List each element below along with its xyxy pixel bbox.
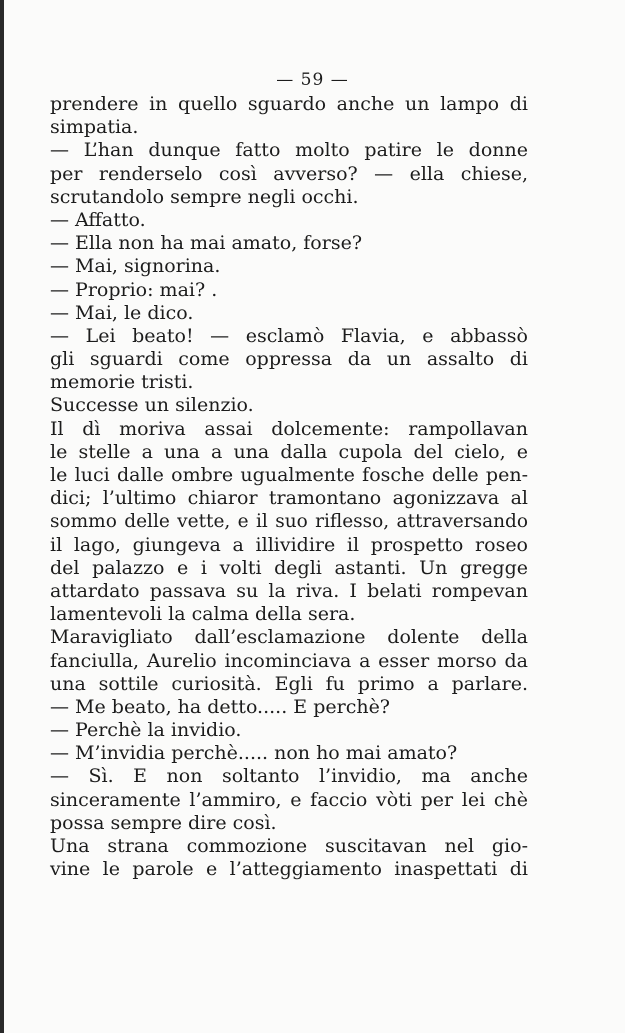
page-number: — 59 — bbox=[276, 70, 349, 90]
text-line: del palazzo e i volti degli astanti. Un gregge bbox=[50, 556, 528, 579]
text-line: — Me beato, ha detto..... E perchè? bbox=[50, 695, 390, 718]
text-line: attardato passava su la riva. I belati rompevan bbox=[50, 579, 528, 602]
page-body-text bbox=[50, 93, 528, 881]
text-line: — L’han dunque fatto molto patire le donne bbox=[50, 139, 528, 162]
text-line: vine le parole e l’atteggiamento inaspettati di bbox=[50, 858, 528, 881]
text-line: — Mai, le dico. bbox=[50, 301, 194, 324]
text-line: — M’invidia perchè..... non ho mai amato? bbox=[50, 742, 458, 765]
text-line: — Perchè la invidio. bbox=[50, 719, 242, 742]
text-line: — Proprio: mai? . bbox=[50, 278, 218, 301]
text-line: Una strana commozione suscitavan nel gio- bbox=[50, 835, 528, 857]
text-line: — Sì. E non soltanto l’invidio, ma anche bbox=[50, 765, 528, 788]
text-line: le stelle a una a una dalla cupola del cielo, e bbox=[50, 440, 528, 463]
text-line: il lago, giungeva a illividire il prospetto roseo bbox=[50, 533, 528, 556]
text-line: memorie tristi. bbox=[50, 371, 194, 394]
text-line: — Ella non ha mai amato, forse? bbox=[50, 232, 363, 255]
text-line: scrutandolo sempre negli occhi. bbox=[50, 185, 359, 208]
text-line: prendere in quello sguardo anche un lampo di bbox=[50, 93, 528, 115]
text-line: sommo delle vette, e il suo riflesso, attraversando bbox=[50, 511, 528, 533]
text-line: una sottile curiosità. Egli fu primo a parlare. bbox=[50, 672, 528, 695]
text-line: — Mai, signorina. bbox=[50, 255, 221, 278]
text-line: fanciulla, Aurelio incominciava a esser morso da bbox=[50, 649, 528, 672]
text-line: gli sguardi come oppressa da un assalto di bbox=[50, 348, 528, 371]
text-line: Successe un silenzio. bbox=[50, 394, 254, 417]
text-line: sinceramente l’ammiro, e faccio vòti per lei chè bbox=[50, 788, 528, 811]
text-line: Il dì moriva assai dolcemente: rampollavan bbox=[50, 417, 528, 440]
text-line: simpatia. bbox=[50, 116, 139, 139]
text-line: dici; l’ultimo chiaror tramontano agonizzava al bbox=[50, 487, 528, 510]
text-line: — Lei beato! — esclamò Flavia, e abbassò bbox=[50, 324, 528, 347]
text-line: — Affatto. bbox=[50, 208, 146, 231]
text-line: lamentevoli la calma della sera. bbox=[50, 603, 356, 626]
text-line: per renderselo così avverso? — ella chiese, bbox=[50, 162, 528, 185]
page-binding-edge bbox=[0, 0, 4, 1033]
text-line: le luci dalle ombre ugualmente fosche delle pen- bbox=[50, 464, 528, 486]
text-line: Maravigliato dall’esclamazione dolente della bbox=[50, 626, 528, 649]
text-line: possa sempre dire così. bbox=[50, 811, 277, 834]
